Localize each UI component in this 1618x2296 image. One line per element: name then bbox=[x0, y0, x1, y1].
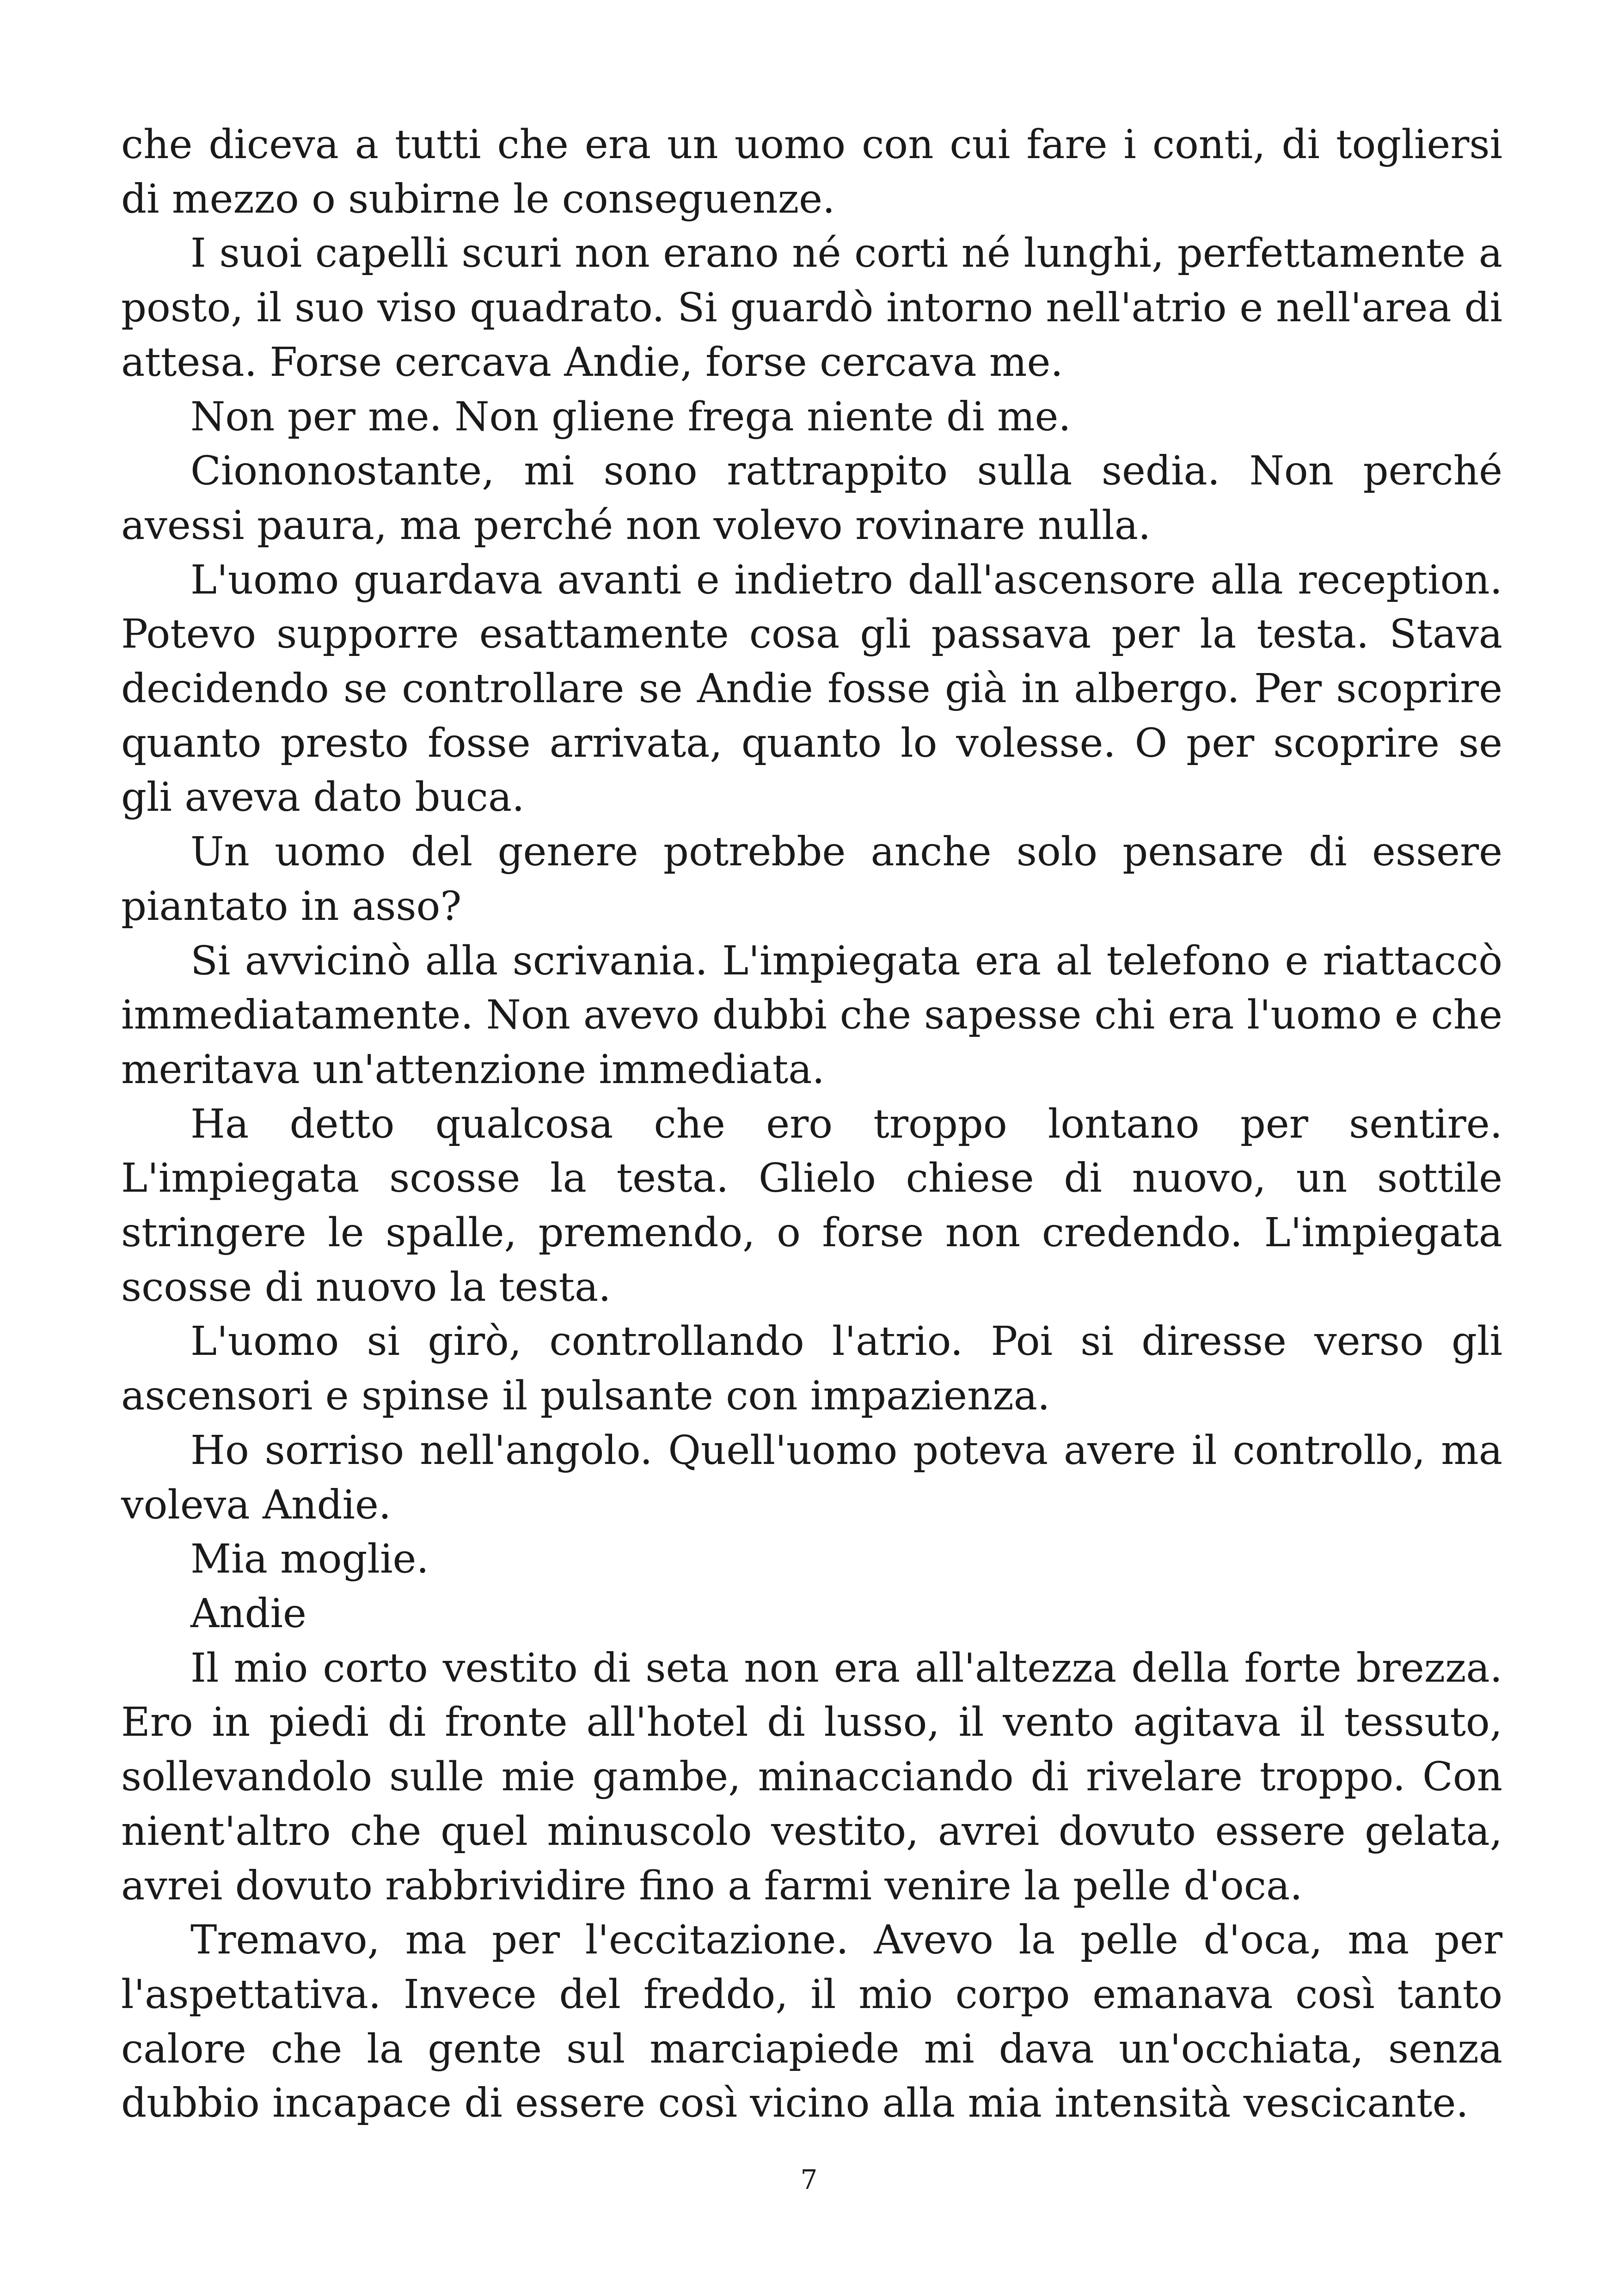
paragraph: Ciononostante, mi sono rattrappito sulla sedia. Non perché avessi paura, ma perché non volevo rovinare nulla. bbox=[121, 448, 1502, 549]
paragraph: Un uomo del genere potrebbe anche solo pensare di essere piantato in asso? bbox=[121, 829, 1502, 930]
paragraph: Non per me. Non gliene frega niente di me. bbox=[190, 393, 1071, 440]
body-text bbox=[121, 118, 1502, 2131]
paragraph: che diceva a tutti che era un uomo con cui fare i conti, di togliersi di mezzo o subirne le conseguenze. bbox=[121, 122, 1502, 222]
paragraph: I suoi capelli scuri non erano né corti né lunghi, perfettamente a posto, il suo viso quadrato. Si guardò intorno nell'atrio e nell'area di attesa. Forse cercava Andie, forse cercava me. bbox=[121, 230, 1502, 386]
paragraph: Si avvicinò alla scrivania. L'impiegata era al telefono e riattaccò immediatamente. Non avevo dubbi che sapesse chi era l'uomo e che meritava un'attenzione immediata. bbox=[121, 937, 1502, 1093]
paragraph: Il mio corto vestito di seta non era all'altezza della forte brezza. Ero in piedi di fronte all'hotel di lusso, il vento agitava il tessuto, sollevandolo sulle mie gambe, minacciando di rivelare troppo. Con nient'altro che quel minuscolo vestito, avrei dovuto essere gelata, avrei dovuto rabbrividire fino a farmi venire la pelle d'oca. bbox=[121, 1645, 1502, 1909]
paragraph: Tremavo, ma per l'eccitazione. Avevo la pelle d'oca, ma per l'aspettativa. Invece del freddo, il mio corpo emanava così tanto calore che la gente sul marciapiede mi dava un'occhiata, senza dubbio incapace di essere così vicino alla mia intensità vescicante. bbox=[121, 1917, 1502, 2127]
paragraph: Ho sorriso nell'angolo. Quell'uomo poteva avere il controllo, ma voleva Andie. bbox=[121, 1427, 1502, 1528]
paragraph: Ha detto qualcosa che ero troppo lontano per sentire. L'impiegata scosse la testa. Glielo chiese di nuovo, un sottile stringere le spalle, premendo, o forse non credendo. L'impiegata scosse di nuovo la testa. bbox=[121, 1101, 1502, 1310]
section-heading-andie: Andie bbox=[190, 1590, 306, 1637]
page-number: 7 bbox=[800, 2164, 818, 2195]
paragraph: L'uomo si girò, controllando l'atrio. Poi si diresse verso gli ascensori e spinse il pulsante con impazienza. bbox=[121, 1318, 1502, 1420]
paragraph: L'uomo guardava avanti e indietro dall'ascensore alla reception. Potevo supporre esattamente cosa gli passava per la testa. Stava decidendo se controllare se Andie fosse già in albergo. Per scoprire quanto presto fosse arrivata, quanto lo volesse. O per scoprire se gli aveva dato buca. bbox=[121, 557, 1502, 821]
paragraph: Mia moglie. bbox=[190, 1536, 429, 1583]
